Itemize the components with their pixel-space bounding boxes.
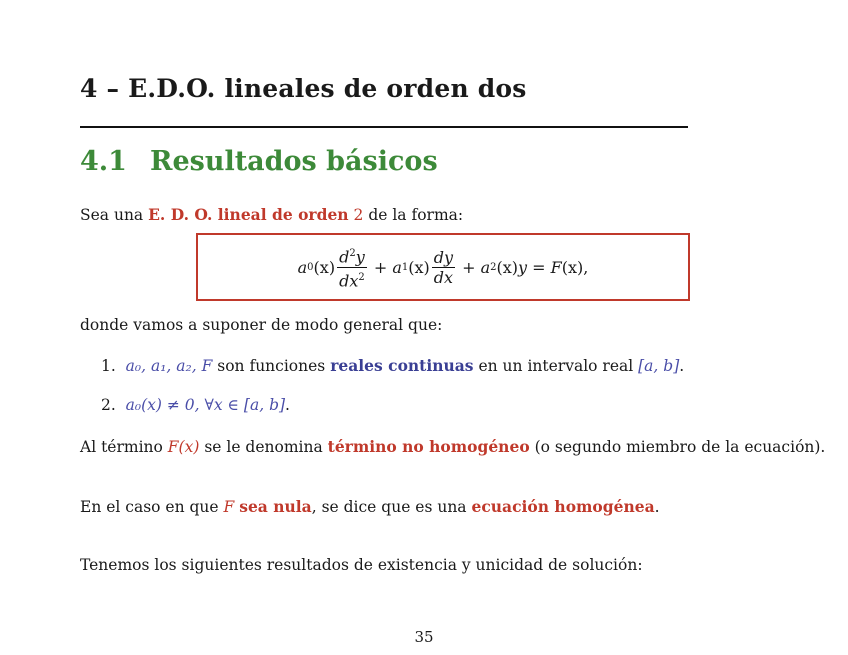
eq-arg1: (x) bbox=[408, 257, 430, 277]
list-math: a₀(x) ≠ 0, ∀x ∈ [a, b] bbox=[125, 396, 286, 414]
term-before: Al término bbox=[80, 438, 168, 456]
eq-a1-sub: 1 bbox=[401, 261, 409, 273]
hom-bold2: ecuación homogénea bbox=[471, 497, 655, 516]
list-end: . bbox=[679, 357, 685, 375]
term-after: (o segundo miembro de la ecuación). bbox=[529, 438, 826, 456]
eq-arg2: (x) bbox=[496, 257, 519, 277]
list-math: a₀, a₁, a₂, F bbox=[125, 357, 213, 375]
list-text2: en un intervalo real bbox=[473, 357, 639, 375]
intro-order: 2 bbox=[353, 206, 364, 224]
page-number: 35 bbox=[414, 628, 434, 646]
list-number: 2. bbox=[101, 396, 116, 414]
eq-d2-sup: 2 bbox=[349, 248, 356, 260]
equation-box bbox=[196, 233, 690, 301]
list-end: . bbox=[285, 396, 290, 414]
eq-dy-den: dx bbox=[433, 267, 454, 287]
section-heading bbox=[80, 146, 438, 177]
eq-y: y bbox=[518, 257, 528, 277]
eq-equals: = bbox=[527, 257, 551, 277]
eq-second-derivative bbox=[337, 244, 367, 290]
term-fx: F(x) bbox=[167, 438, 200, 456]
donde-paragraph: donde vamos a suponer de modo general que: bbox=[80, 316, 443, 334]
list-item bbox=[101, 396, 290, 414]
eq-a0-sub: 0 bbox=[307, 261, 314, 273]
list-bold: reales continuas bbox=[330, 356, 474, 375]
eq-a0: a bbox=[297, 257, 308, 277]
eq-end: (x), bbox=[561, 257, 589, 277]
section-number: 4.1 bbox=[80, 146, 127, 177]
eq-F: F bbox=[550, 257, 562, 277]
section-title: Resultados básicos bbox=[150, 146, 438, 177]
hom-F: F bbox=[223, 498, 235, 516]
intro-paragraph bbox=[80, 205, 463, 224]
eq-d2-y: y bbox=[355, 247, 365, 267]
eq-dy-num: dy bbox=[433, 247, 454, 267]
hom-middle: , se dice que es una bbox=[311, 498, 472, 516]
homogeneous-paragraph bbox=[80, 497, 660, 516]
chapter-rule bbox=[80, 126, 688, 128]
eq-plus1: + bbox=[368, 257, 393, 277]
list-item bbox=[101, 356, 684, 375]
chapter-title: 4 – E.D.O. lineales de orden dos bbox=[80, 74, 527, 103]
ode-equation bbox=[198, 235, 688, 299]
list-interval: [a, b] bbox=[638, 357, 680, 375]
eq-first-derivative bbox=[432, 248, 455, 287]
hom-before: En el caso en que bbox=[80, 498, 224, 516]
intro-term: E. D. O. lineal de orden bbox=[148, 205, 349, 224]
nonhomogeneous-paragraph bbox=[80, 437, 825, 456]
list-text: son funciones bbox=[212, 357, 331, 375]
results-paragraph: Tenemos los siguientes resultados de existencia y unicidad de solución: bbox=[80, 556, 643, 574]
eq-a2-sub: 2 bbox=[490, 261, 497, 273]
term-bold: término no homogéneo bbox=[327, 437, 530, 456]
intro-text: Sea una bbox=[80, 206, 149, 224]
eq-d2-den-sup: 2 bbox=[358, 271, 365, 283]
eq-d2-den: dx bbox=[339, 270, 359, 290]
eq-a1: a bbox=[392, 257, 402, 277]
eq-plus2: + bbox=[457, 257, 481, 277]
eq-d2-num: d bbox=[339, 247, 350, 267]
term-middle: se le denomina bbox=[199, 438, 328, 456]
hom-end: . bbox=[654, 498, 660, 516]
eq-a2: a bbox=[480, 257, 491, 277]
intro-after: de la forma: bbox=[363, 206, 464, 224]
eq-arg0: (x) bbox=[313, 257, 336, 277]
hom-bold1: sea nula bbox=[239, 497, 312, 516]
list-number: 1. bbox=[101, 357, 116, 375]
